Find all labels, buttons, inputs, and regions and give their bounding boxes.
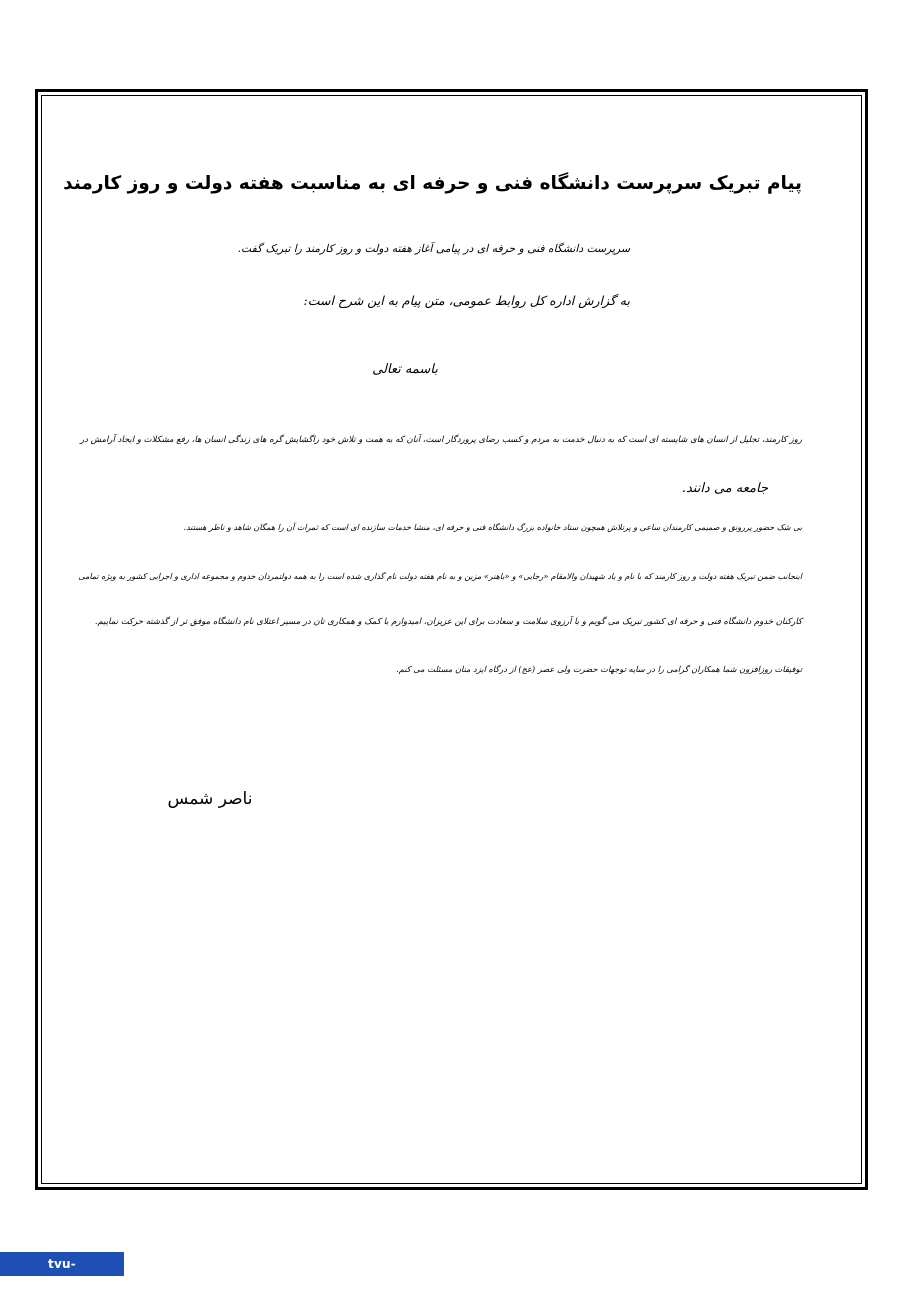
body-line-1: روز کارمند، تجلیل از انسان های شایسته ای است که به دنبال خدمت به مردم و کسب رضای پروردگار است، آنان که به همت و تلاش خود راگشایش گره های زندگی انسان ها، رفع مشکلات و ایجاد آرامش در bbox=[80, 435, 802, 445]
body-line-5: کارکنان خدوم دانشگاه فنی و حرفه ای کشور تبریک می گویم و با آرزوی سلامت و سعادت برای این عزیزان، امیدوارم با کمک و همکاری تان در مسیر اعتلای نام دانشگاه موفق تر از گذشته حرکت نماییم. bbox=[94, 617, 802, 627]
body-line-6: توفیقات روزافزون شما همکاران گرامی را در سایه توجهات حضرت ولی عصر (عج) از درگاه ایزد منان مسئلت می کنم. bbox=[396, 664, 802, 674]
signature: ناصر شمس bbox=[167, 789, 253, 809]
intro-line-1: سرپرست دانشگاه فنی و حرفه ای در پیامی آغاز هفته دولت و روز کارمند را تبریک گفت. bbox=[237, 242, 630, 255]
body-line-3: بی شک حضور پررونق و صمیمی کارمندان ساعی و پرتلاش همچون ستاد خانواده بزرگ دانشگاه فنی و حرفه ای، منشا خدمات سازنده ای است که ثمرات آن را همگان شاهد و ناظر هستند. bbox=[183, 523, 802, 532]
document-title: پیام تبریک سرپرست دانشگاه فنی و حرفه ای به مناسبت هفته دولت و روز کارمند bbox=[63, 173, 802, 194]
site-watermark: tvu-babol.tvu.ac.ir bbox=[0, 1252, 124, 1276]
basmala: باسمه تعالی bbox=[372, 362, 438, 377]
intro-line-2: به گزارش اداره کل روابط عمومی، متن پیام به این شرح است: bbox=[303, 293, 630, 308]
body-line-2: جامعه می دانند. bbox=[681, 481, 768, 496]
body-line-4: اینجانب ضمن تبریک هفته دولت و روز کارمند که با نام و یاد شهیدان والامقام «رجایی» و «باهنر» مزین و به نام هفته دولت نام گذاری شده است را به همه دولتمردان خدوم و مجموعه اداری و اجرایی کشور به ویژه تمامی bbox=[78, 572, 802, 581]
